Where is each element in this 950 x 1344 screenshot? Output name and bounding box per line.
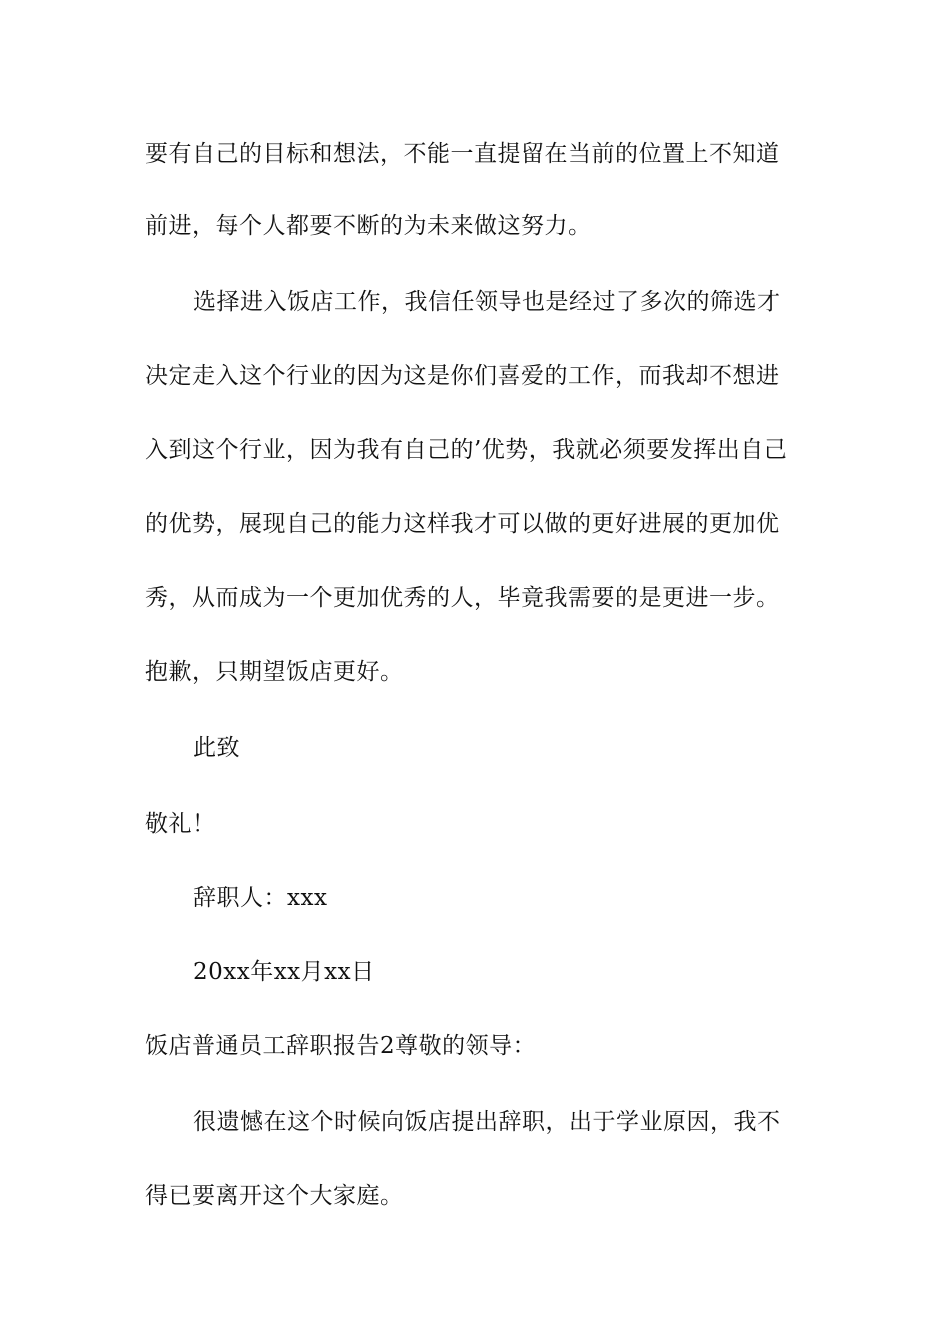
paragraph-line: 前进，每个人都要不断的为未来做这努力。 — [145, 213, 592, 239]
paragraph-line: 得已要离开这个大家庭。 — [145, 1183, 404, 1209]
signature-line: 辞职人：xxx — [193, 885, 328, 911]
paragraph-line: 的优势，展现自己的能力这样我才可以做的更好进展的更加优 — [145, 511, 780, 537]
date-line: 20xx年xx月xx日 — [193, 959, 375, 985]
paragraph-line: 要有自己的目标和想法，不能一直提留在当前的位置上不知道 — [145, 141, 780, 167]
paragraph-line: 很遗憾在这个时候向饭店提出辞职，出于学业原因，我不 — [193, 1109, 781, 1135]
closing-regards: 敬礼！ — [145, 811, 216, 837]
section-heading: 饭店普通员工辞职报告2尊敬的领导： — [145, 1033, 537, 1059]
paragraph-line: 入到这个行业，因为我有自己的’优势，我就必须要发挥出自己 — [145, 437, 788, 463]
paragraph-line: 选择进入饭店工作，我信任领导也是经过了多次的筛选才 — [193, 289, 781, 315]
paragraph-line: 决定走入这个行业的因为这是你们喜爱的工作，而我却不想进 — [145, 363, 780, 389]
closing-salutation: 此致 — [193, 735, 240, 761]
paragraph-line: 秀，从而成为一个更加优秀的人，毕竟我需要的是更进一步。 — [145, 585, 780, 611]
paragraph-line: 抱歉，只期望饭店更好。 — [145, 659, 404, 685]
